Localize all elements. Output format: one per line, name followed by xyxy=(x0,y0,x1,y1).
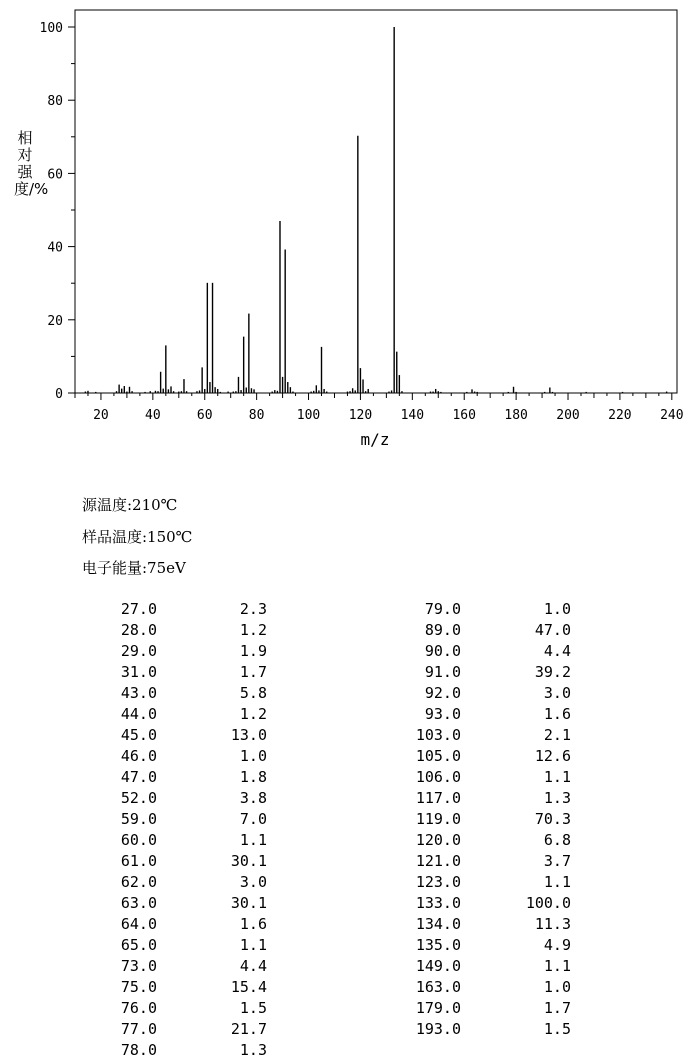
peak-mz: 91.0 xyxy=(424,663,461,681)
y-tick-label: 80 xyxy=(47,94,63,110)
peak-intensity: 1.0 xyxy=(543,978,571,996)
peak-mz: 120.0 xyxy=(415,831,461,849)
peak-intensity: 1.2 xyxy=(239,705,267,723)
peak-intensity: 3.8 xyxy=(239,789,267,807)
peak-mz: 119.0 xyxy=(415,810,461,828)
peak-intensity: 6.8 xyxy=(543,831,571,849)
peak-mz: 27.0 xyxy=(120,600,157,618)
peak-intensity: 1.6 xyxy=(239,915,267,933)
peak-intensity: 4.4 xyxy=(543,642,571,660)
peak-mz: 123.0 xyxy=(415,873,461,891)
peak-intensity: 39.2 xyxy=(534,663,571,681)
peak-intensity: 47.0 xyxy=(534,621,571,639)
peak-mz: 89.0 xyxy=(424,621,461,639)
peak-intensity: 1.1 xyxy=(543,768,571,786)
peak-intensity: 1.7 xyxy=(543,999,571,1017)
peak-intensity: 1.1 xyxy=(543,873,571,891)
peak-intensity: 1.5 xyxy=(543,1020,571,1038)
peak-intensity: 1.0 xyxy=(543,600,571,618)
peak-intensity: 1.3 xyxy=(239,1041,267,1059)
x-tick-label: 200 xyxy=(556,408,580,423)
peak-intensity: 7.0 xyxy=(239,810,267,828)
peak-mz: 103.0 xyxy=(415,726,461,744)
x-tick-label: 160 xyxy=(452,408,476,423)
peak-bars xyxy=(85,27,666,393)
peak-mz: 78.0 xyxy=(120,1041,157,1059)
peak-mz: 47.0 xyxy=(120,768,157,786)
peak-intensity: 21.7 xyxy=(230,1020,267,1038)
peak-intensity: 1.9 xyxy=(239,642,267,660)
peak-mz: 193.0 xyxy=(415,1020,461,1038)
peak-mz: 77.0 xyxy=(120,1020,157,1038)
peak-mz: 45.0 xyxy=(120,726,157,744)
peak-intensity: 1.3 xyxy=(543,789,571,807)
peak-mz: 63.0 xyxy=(120,894,157,912)
peak-mz: 59.0 xyxy=(120,810,157,828)
peak-mz: 28.0 xyxy=(120,621,157,639)
y-axis xyxy=(40,21,75,402)
peak-mz: 134.0 xyxy=(415,915,461,933)
x-axis xyxy=(75,393,684,423)
peak-intensity: 4.4 xyxy=(239,957,267,975)
peak-mz: 117.0 xyxy=(415,789,461,807)
x-tick-label: 220 xyxy=(608,408,632,423)
peak-mz: 65.0 xyxy=(120,936,157,954)
y-tick-label: 40 xyxy=(47,240,63,256)
peak-intensity: 30.1 xyxy=(230,852,267,870)
x-tick-label: 120 xyxy=(348,408,373,423)
peak-intensity: 1.7 xyxy=(239,663,267,681)
peak-mz: 44.0 xyxy=(120,705,157,723)
y-tick-label: 0 xyxy=(55,387,63,402)
peak-mz: 61.0 xyxy=(120,852,157,870)
peak-intensity: 2.3 xyxy=(239,600,267,618)
peak-mz: 106.0 xyxy=(415,768,461,786)
peak-intensity: 15.4 xyxy=(230,978,267,996)
electron-energy: 电子能量:75eV xyxy=(82,559,186,577)
peak-mz: 135.0 xyxy=(415,936,461,954)
x-tick-label: 80 xyxy=(248,408,265,423)
peak-mz: 179.0 xyxy=(415,999,461,1017)
sample-temperature: 样品温度:150℃ xyxy=(82,527,193,546)
conditions-block xyxy=(82,494,192,589)
peak-mz: 121.0 xyxy=(415,852,461,870)
peak-intensity: 1.1 xyxy=(543,957,571,975)
peak-intensity: 1.5 xyxy=(239,999,267,1017)
peak-mz: 52.0 xyxy=(120,789,157,807)
x-tick-label: 60 xyxy=(196,408,213,423)
peak-intensity: 3.0 xyxy=(543,684,571,702)
peak-mz: 93.0 xyxy=(424,705,461,723)
x-axis-title: m/z xyxy=(360,430,390,449)
peak-intensity: 100.0 xyxy=(525,894,571,912)
y-axis-title: 相对强度/% xyxy=(14,129,49,198)
x-tick-label: 100 xyxy=(296,408,321,423)
peak-mz: 31.0 xyxy=(120,663,157,681)
peak-intensity: 1.1 xyxy=(239,831,267,849)
peak-mz: 60.0 xyxy=(120,831,157,849)
peak-mz: 79.0 xyxy=(424,600,461,618)
peak-mz: 149.0 xyxy=(415,957,461,975)
x-tick-label: 40 xyxy=(145,408,161,423)
x-tick-label: 180 xyxy=(504,408,528,423)
peak-intensity: 2.1 xyxy=(543,726,571,744)
peak-mz: 46.0 xyxy=(120,747,157,765)
mass-spectrum-chart xyxy=(0,0,687,460)
peak-intensity: 1.1 xyxy=(239,936,267,954)
peak-mz: 43.0 xyxy=(120,684,157,702)
peak-intensity: 11.3 xyxy=(534,915,571,933)
peak-intensity: 5.8 xyxy=(239,684,267,702)
peak-intensity: 1.0 xyxy=(239,747,267,765)
y-tick-label: 20 xyxy=(47,313,63,329)
peak-intensity: 70.3 xyxy=(534,810,571,828)
peak-mz: 76.0 xyxy=(120,999,157,1017)
peak-mz: 163.0 xyxy=(415,978,461,996)
peak-mz: 29.0 xyxy=(120,642,157,660)
peak-intensity: 13.0 xyxy=(230,726,267,744)
peak-intensity: 3.7 xyxy=(543,852,571,870)
x-tick-label: 20 xyxy=(93,408,109,423)
peak-mz: 62.0 xyxy=(120,873,157,891)
plot-frame xyxy=(75,10,677,393)
peak-intensity: 4.9 xyxy=(543,936,571,954)
peak-mz: 75.0 xyxy=(120,978,157,996)
peak-intensity: 30.1 xyxy=(230,894,267,912)
peak-intensity: 3.0 xyxy=(239,873,267,891)
y-tick-label: 60 xyxy=(47,167,63,183)
peak-mz: 64.0 xyxy=(120,915,157,933)
peak-mz: 73.0 xyxy=(120,957,157,975)
source-temperature: 源温度:210℃ xyxy=(82,496,178,514)
x-tick-label: 140 xyxy=(400,408,425,423)
peak-mz: 133.0 xyxy=(415,894,461,912)
peak-mz: 90.0 xyxy=(424,642,461,660)
peak-intensity: 1.2 xyxy=(239,621,267,639)
x-tick-label: 240 xyxy=(660,408,684,423)
peak-mz: 92.0 xyxy=(424,684,461,702)
peak-intensity: 12.6 xyxy=(534,747,571,765)
peak-intensity: 1.8 xyxy=(239,768,267,786)
peak-intensity: 1.6 xyxy=(543,705,571,723)
peak-mz: 105.0 xyxy=(415,747,461,765)
y-tick-label: 100 xyxy=(39,21,63,36)
